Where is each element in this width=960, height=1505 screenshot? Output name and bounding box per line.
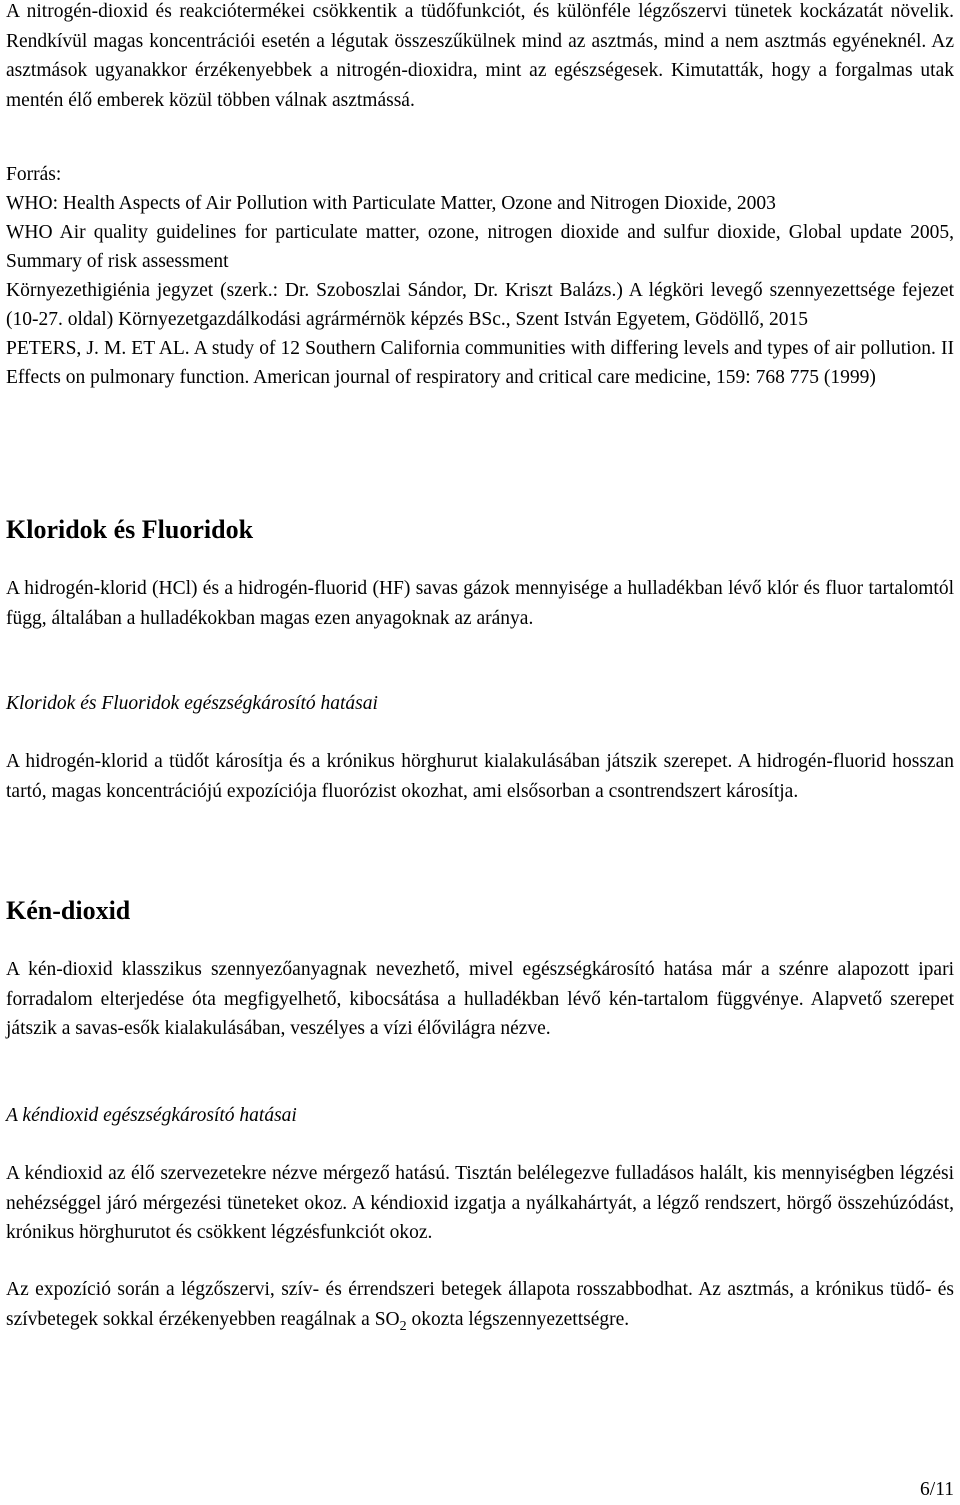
intro-paragraph: A nitrogén-dioxid és reakciótermékei csökkentik a tüdőfunkciót, és különféle légzőszervi tünetek kockázatát növelik. Rendkívül magas koncentrációi esetén a légutak összeszűkülnek mind az asztmás, mind a nem asztmás egyéneknél. Az asztmások ugyanakkor érzékenyebbek a nitrogén-dioxidra, mint az egészségesek. Kimutatták, hogy a forgalmas utak mentén élő emberek közül többen válnak asztmássá. — [6, 1, 954, 111]
source-ref: Környezethigiénia jegyzet (szerk.: Dr. Szoboszlai Sándor, Dr. Kriszt Balázs.) A légköri levegő szennyezettsége fejezet (10-27. oldal) Környezetgazdálkodási agrármérnök képzés BSc., Szent István Egyetem, Gödöllő, 2015 — [6, 280, 954, 330]
exposure-text-end: okozta légszennyezettségre. — [406, 1308, 630, 1330]
kendioxid-effects-paragraph: A kéndioxid az élő szervezetekre nézve mérgező hatású. Tisztán belélegezve fulladásos halált, kis mennyiségben légzési nehézséggel járó mérgezési tüneteket okoz. A kéndioxid izgatja a nyálkahártyát, a légző rendszert, hörgő összehúzódást, krónikus hörghurutot és csökkent légzésfunkciót okoz. — [6, 1163, 954, 1243]
section-heading-kloridok: Kloridok és Fluoridok — [6, 515, 254, 544]
source-ref: PETERS, J. M. ET AL. A study of 12 Southern California communities with differing levels and types of air pollution. II Effects on pulmonary function. American journal of respiratory and critical care medicine, 159: 768 775 (1999) — [6, 338, 954, 388]
kloridok-effects-paragraph: A hidrogén-klorid a tüdőt károsítja és a krónikus hörghurut kialakulásában játszik szerepet. A hidrogén-fluorid hosszan tartó, magas koncentrációjú expozíciója fluorózist okozhat, ami elsősorban a csontrendszert károsítja. — [6, 751, 954, 802]
sources-block — [6, 160, 954, 392]
kendioxid-paragraph: A kén-dioxid klasszikus szennyezőanyagnak nevezhető, mivel egészségkárosító hatása már a szénre alapozott ipari forradalom elterjedése óta megfigyelhető, kibocsátása a hulladékban lévő kén-tartalom függvénye. Alapvető szerepet játszik a savas-esők kialakulásában, veszélyes a vízi élővilágra nézve. — [6, 959, 954, 1039]
page-number: 6/11 — [920, 1479, 954, 1500]
section-heading-kendioxid: Kén-dioxid — [6, 896, 131, 925]
kendioxid-subheading: A kéndioxid egészségkárosító hatásai — [6, 1105, 297, 1126]
source-ref: WHO: Health Aspects of Air Pollution with Particulate Matter, Ozone and Nitrogen Dioxide, 2003 — [6, 193, 776, 214]
so2-subscript: 2 — [399, 1318, 407, 1334]
kendioxid-exposure-paragraph — [6, 1275, 954, 1334]
source-ref: WHO Air quality guidelines for particulate matter, ozone, nitrogen dioxide and sulfur dioxide, Global update 2005, Summary of risk assessment — [6, 222, 954, 272]
kloridok-subheading: Kloridok és Fluoridok egészségkárosító hatásai — [6, 693, 378, 714]
kloridok-paragraph: A hidrogén-klorid (HCl) és a hidrogén-fluorid (HF) savas gázok mennyisége a hulladékban lévő klór és fluor tartalomtól függ, általában a hulladékokban magas ezen anyagoknak az aránya. — [6, 578, 954, 629]
sources-label: Forrás: — [6, 164, 62, 185]
exposure-text: Az expozíció során a légzőszervi, szív- és érrendszeri betegek állapota rosszabbodhat. Az asztmás, a krónikus tüdő- és szívbetegek sokkal érzékenyebben reagálnak a SO — [6, 1279, 954, 1330]
